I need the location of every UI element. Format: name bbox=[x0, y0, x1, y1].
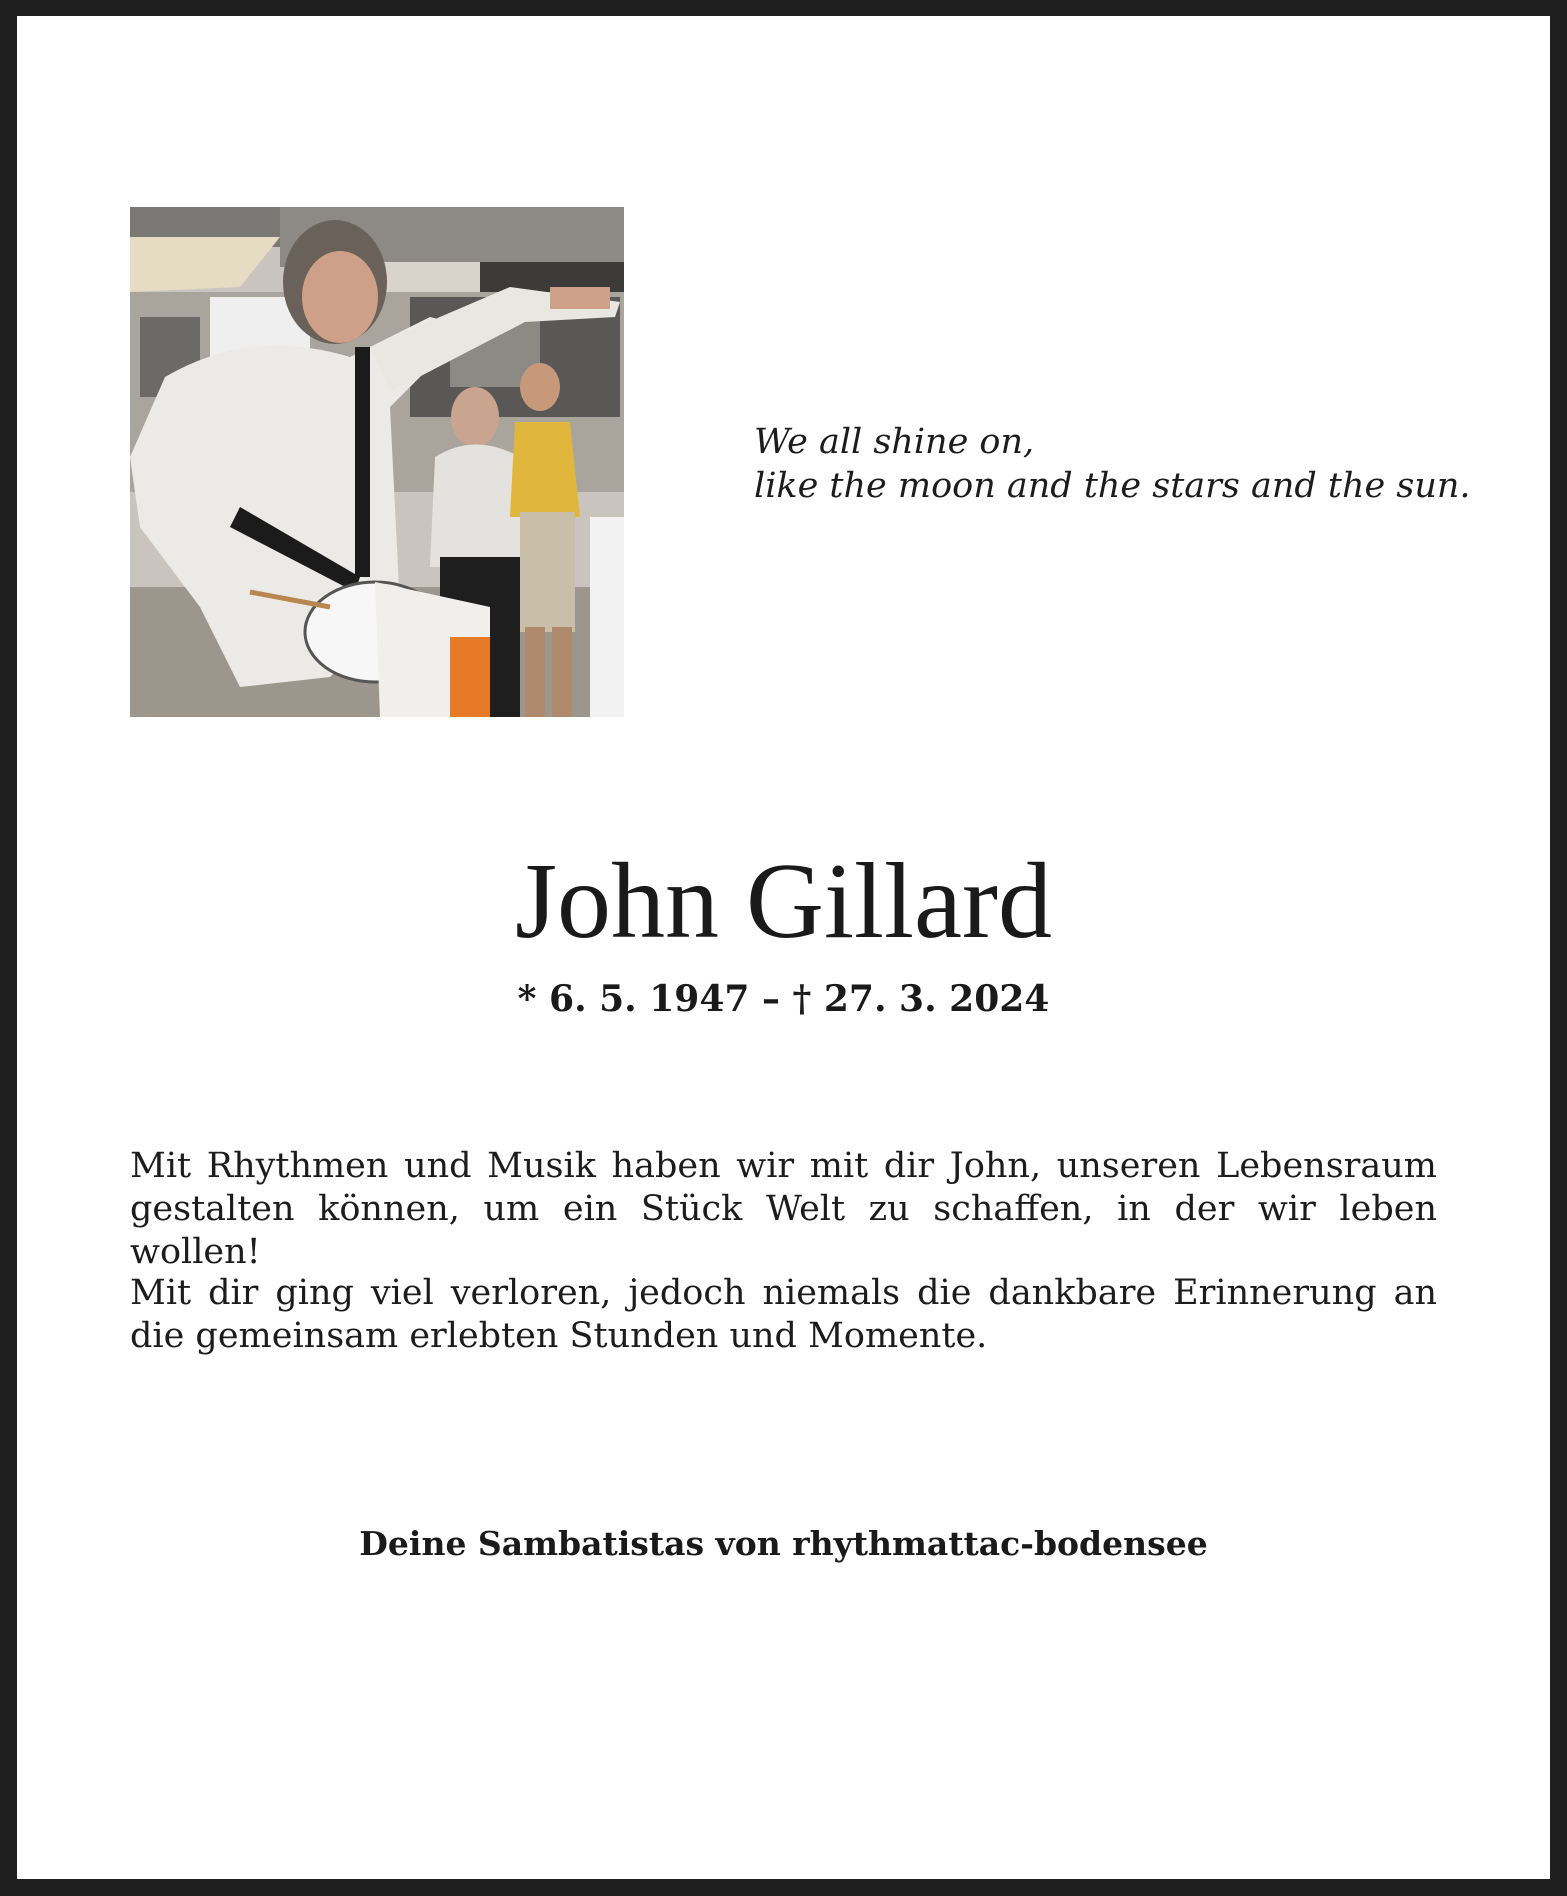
tribute-paragraph-2: Mit dir ging viel verloren, jedoch niemals die dankbare Erinnerung an die gemeinsam erlebten Stunden und Momente. bbox=[130, 1273, 1437, 1356]
life-dates: * 6. 5. 1947 – † 27. 3. 2024 bbox=[517, 978, 1050, 1020]
quote-line-2: like the moon and the stars and the sun. bbox=[754, 466, 1471, 506]
epitaph-quote bbox=[754, 420, 1471, 508]
signature: Deine Sambatistas von rhythmattac-bodensee bbox=[359, 1524, 1208, 1563]
tribute-paragraph-1: Mit Rhythmen und Musik haben wir mit dir John, unseren Lebensraum gestalten können, um ein Stück Welt zu schaffen, in der wir leben wollen! bbox=[130, 1146, 1437, 1272]
deceased-name: John Gillard bbox=[515, 842, 1052, 961]
portrait-photo bbox=[130, 207, 624, 717]
quote-line-1: We all shine on, bbox=[754, 422, 1035, 462]
